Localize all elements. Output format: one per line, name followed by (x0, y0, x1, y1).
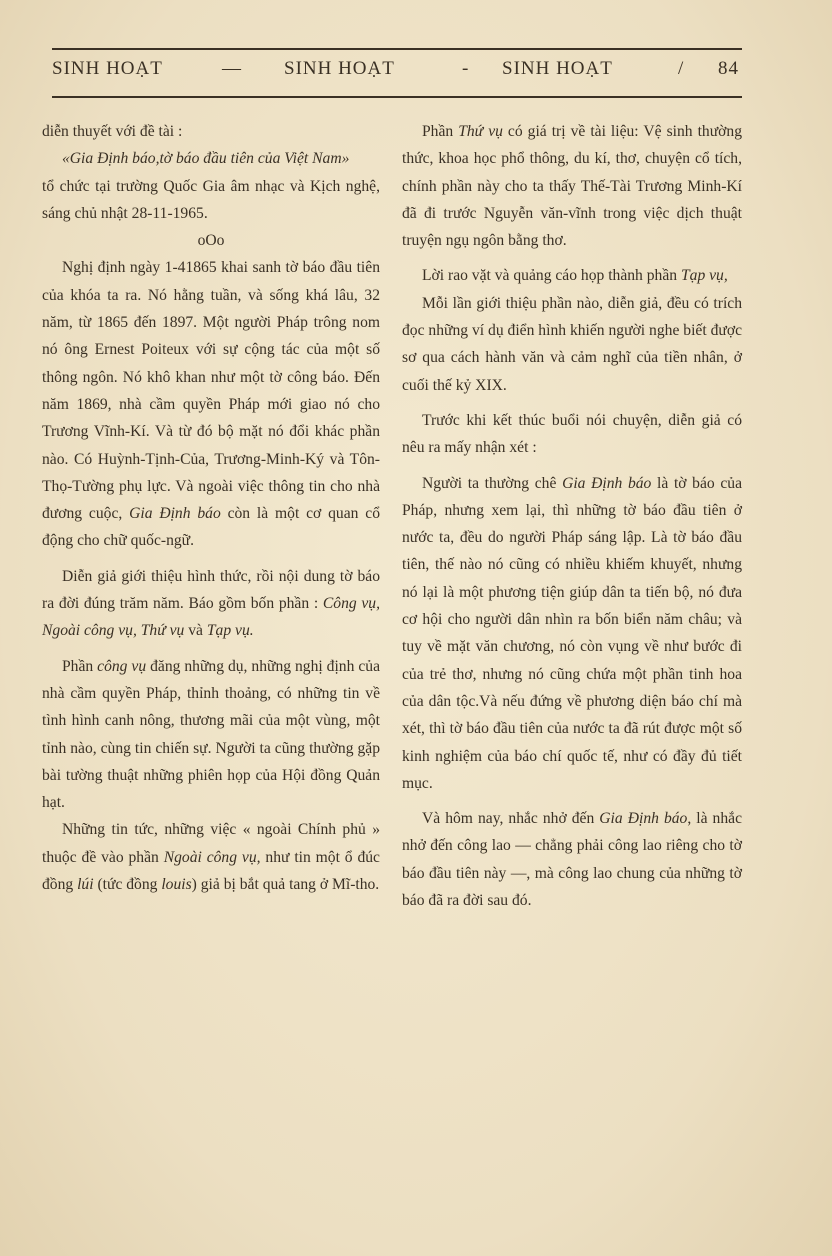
left-column (42, 118, 380, 898)
paragraph: Trước khi kết thúc buổi nói chuyện, diễn giả có nêu ra mấy nhận xét : (402, 411, 742, 457)
header-title-1: SINH HOẠT (52, 58, 163, 79)
paragraph: Nghị định ngày 1-41865 khai sanh tờ báo đầu tiên của khóa ta ra. Nó hằng tuần, và sống khá lâu, 32 năm, từ 1865 đến 1897. Một người Pháp trông nom nó ông Ernest Poiteux với sự cộng tác của một số thông ngôn. Nó khô khan như một tờ công báo. Đến năm 1869, nhà cầm quyền Pháp mới giao nó cho Trương Vĩnh-Kí. Và từ đó bộ mặt nó đổi khác phần nào. Có Huỳnh-Tịnh-Của, Trương-Minh-Ký và Tôn-Thọ-Tường phụ lực. Và ngoài việc thông tin cho nhà đương cuộc, Gia Định báo còn là một cơ quan cổ động cho chữ quốc-ngữ. (42, 259, 380, 550)
header-bottom-rule (52, 96, 742, 98)
paragraph: Người ta thường chê Gia Định báo là tờ báo của Pháp, nhưng xem lại, thì những tờ báo đầu tiên ở nước ta, đều do người Pháp sáng lập. Là tờ báo đầu tiên, thế nào nó cũng có nhiều khiếm khuyết, nhưng nó lại là một phương tiện giúp dân ta tiến bộ, nó đưa cơ hội cho người dân nhìn ra bốn biển năm châu; và tuy về mặt văn chương, nó còn vụng về như bước đi của trẻ thơ, nhưng nó cũng chứa một phần tinh hoa của dân tộc.Và nếu đứng về phương diện báo chí mà xét, thì tờ báo đầu tiên của nước ta đã rút được một số kinh nghiệm của báo chí quốc tế, như có đầy đủ tiết mục. (402, 474, 742, 792)
paragraph: Diễn giả giới thiệu hình thức, rồi nội dung tờ báo ra đời đúng trăm năm. Báo gồm bốn phần : Công vụ, Ngoài công vụ, Thứ vụ và Tạp vụ. (42, 567, 380, 640)
section-separator: oOo (197, 232, 225, 250)
paragraph: tổ chức tại trường Quốc Gia âm nhạc và Kịch nghệ, sáng chủ nhật 28-11-1965. (42, 177, 380, 222)
paragraph: Phần Thứ vụ có giá trị về tài liệu: Vệ sinh thường thức, khoa học phổ thông, du kí, thơ, chuyện cổ tích, chính phần này cho ta thấy Thế-Tài Trương Minh-Kí đã đi trước Nguyễn văn-vĩnh trong việc dịch thuật truyện ngụ ngôn bằng thơ. (402, 123, 742, 250)
header-title-2: SINH HOẠT (284, 58, 395, 79)
right-column (402, 118, 742, 914)
paragraph: Phần công vụ đăng những dụ, những nghị định của nhà cầm quyền Pháp, thỉnh thoảng, có những tin về tình hình canh nông, thương mãi của một vùng, một tỉnh nào, cùng tin chiến sự. Người ta cũng thường gặp bài tường thuật những phiên họp của Hội đồng Quản hạt. (42, 657, 380, 812)
header-top-rule (52, 48, 742, 50)
paragraph: Và hôm nay, nhắc nhở đến Gia Định báo, là nhắc nhở đến công lao — chẳng phải công lao riêng cho tờ báo đầu tiên này —, mà công lao chung của những tờ báo đã ra đời sau đó. (402, 810, 742, 910)
header-title-3: SINH HOẠT (502, 58, 613, 79)
header-dash-1: — (222, 58, 242, 79)
page-number: 84 (718, 58, 739, 79)
header-slash: / (678, 58, 685, 79)
lecture-title-quote: «Gia Định báo,tờ báo đầu tiên của Việt Nam» (62, 150, 350, 168)
paragraph: Lời rao vặt và quảng cáo họp thành phần Tạp vụ, (422, 267, 728, 285)
paragraph: Mỗi lần giới thiệu phần nào, diễn giả, đều có trích đọc những ví dụ điển hình khiến người nghe biết được sơ qua cách hành văn và cảm nghĩ của tiền nhân, ở cuối thế kỷ XIX. (402, 294, 742, 394)
paragraph: Những tin tức, những việc « ngoài Chính phủ » thuộc đề vào phần Ngoài công vụ, như tin một ổ đúc đồng lúi (tức đồng louis) giả bị bắt quả tang ở Mĩ-tho. (42, 821, 380, 894)
header-dash-2: - (462, 58, 470, 79)
running-header (52, 58, 742, 88)
paragraph: diễn thuyết với đề tài : (42, 123, 183, 140)
